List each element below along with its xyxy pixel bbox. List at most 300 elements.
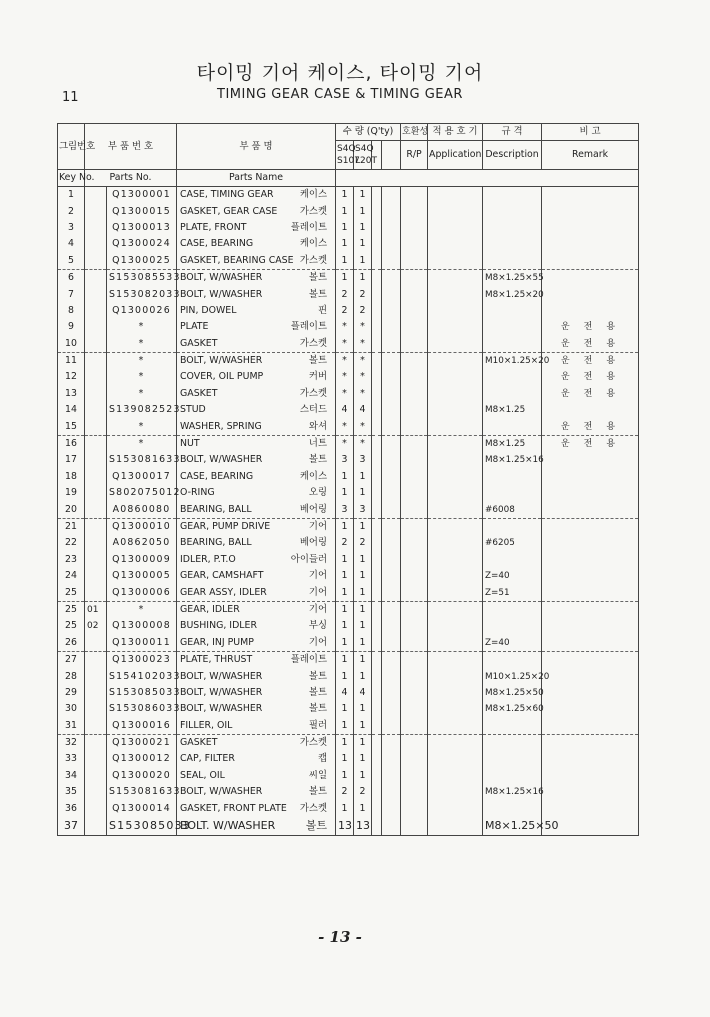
blank-col [372,668,382,684]
part-name-kr: 와셔 [308,420,328,432]
part-number: Q1300005 [107,568,177,584]
qty-s4q-s107: 1 [336,618,354,634]
qty-s4q-s107: * [336,435,354,452]
header-partno-en: Parts No. [85,170,177,187]
part-number: S153082033 [107,286,177,302]
qty-s4q-s107: 1 [336,253,354,270]
part-name-kr: 캡 [317,753,328,765]
qty-s4q-l20t: 13 [354,817,372,836]
sub-number [85,469,107,485]
part-name-kr: 아이들러 [290,553,328,565]
remark [542,768,639,784]
remark [542,518,639,535]
part-name-kr: 케이스 [299,470,328,482]
qty-s4q-s107: 1 [336,601,354,618]
blank-col [372,518,382,535]
key-number: 29 [58,685,85,701]
rp-cell [401,668,428,684]
table-row [58,618,639,634]
rp-cell [401,203,428,219]
table-row [58,319,639,335]
part-name [177,352,336,369]
application-cell [428,518,483,535]
application-cell [428,584,483,601]
part-name-kr: 커버 [308,371,328,383]
key-number: 33 [58,751,85,767]
part-name-kr: 케이스 [299,238,328,250]
rp-cell [401,635,428,652]
description: M8×1.25×60 [483,701,542,717]
remark [542,800,639,816]
application-cell [428,751,483,767]
part-name [177,668,336,684]
blank-col [382,817,401,836]
key-number: 26 [58,635,85,652]
qty-s4q-l20t: 1 [354,568,372,584]
qty-s4q-s107: 1 [336,203,354,219]
remark [542,584,639,601]
part-name-kr: 오링 [308,487,328,499]
qty-s4q-l20t: 1 [354,253,372,270]
description: M10×1.25×20 [483,668,542,684]
table-row [58,718,639,735]
part-name [177,236,336,252]
qty-s4q-l20t: * [354,336,372,353]
part-name-en: GASKET [180,737,218,749]
blank-col [382,768,401,784]
part-name [177,369,336,385]
description: Z=51 [483,584,542,601]
blank-col [372,601,382,618]
part-number: S153081633 [107,452,177,468]
remark [542,651,639,668]
part-name [177,768,336,784]
blank-col [382,187,401,204]
remark [542,469,639,485]
application-cell [428,187,483,204]
qty-s4q-l20t: 4 [354,685,372,701]
blank-col [382,568,401,584]
rp-cell [401,253,428,270]
application-cell [428,568,483,584]
part-name-en: BOLT, W/WASHER [180,686,263,698]
sub-number [85,286,107,302]
header-name-en: Parts Name [177,170,336,187]
qty-s4q-l20t: 1 [354,220,372,236]
part-number: * [107,369,177,385]
description [483,418,542,435]
part-name [177,800,336,816]
sub-number [85,303,107,319]
description: Z=40 [483,635,542,652]
qty-s4q-s107: * [336,369,354,385]
description: M10×1.25×20 [483,352,542,369]
sub-number [85,253,107,270]
sub-number [85,485,107,501]
remark [542,303,639,319]
part-name-en: CASE, BEARING [180,470,254,482]
key-number: 24 [58,568,85,584]
description [483,734,542,751]
blank-col [382,402,401,418]
qty-s4q-l20t: 2 [354,286,372,302]
application-cell [428,535,483,551]
description [483,651,542,668]
key-number: 34 [58,768,85,784]
application-cell [428,701,483,717]
qty-s4q-s107: 1 [336,751,354,767]
blank-col [382,535,401,551]
description [483,618,542,634]
part-name [177,386,336,402]
table-row [58,817,639,836]
qty-s4q-l20t: * [354,352,372,369]
part-name-en: WASHER, SPRING [180,420,262,432]
part-name-kr: 볼트 [305,818,328,832]
application-cell [428,601,483,618]
remark [542,618,639,634]
part-name [177,817,336,836]
application-cell [428,402,483,418]
qty-s4q-l20t: * [354,435,372,452]
rp-cell [401,685,428,701]
remark [542,751,639,767]
part-name-en: BUSHING, IDLER [180,620,257,632]
part-name-en: BOLT, W/WASHER [180,272,263,284]
part-name-kr: 기어 [308,636,328,648]
part-name-en: NUT [180,438,200,450]
qty-s4q-l20t: 1 [354,584,372,601]
part-number: A0860080 [107,501,177,518]
sub-number [85,734,107,751]
sub-number [85,651,107,668]
application-cell [428,635,483,652]
qty-s4q-l20t: 1 [354,601,372,618]
part-name-en: PIN, DOWEL [180,304,237,316]
part-name [177,269,336,286]
blank-col [382,220,401,236]
part-name [177,469,336,485]
part-number: Q1300010 [107,518,177,535]
blank-col [382,718,401,735]
part-name-kr: 볼트 [308,670,328,682]
description: M8×1.25×16 [483,784,542,800]
blank-col [382,685,401,701]
header-model-s4q-l20t: S4Q L20T [354,141,372,170]
table-row [58,469,639,485]
description: Z=40 [483,568,542,584]
qty-s4q-s107: 1 [336,187,354,204]
part-name-kr: 가스켓 [299,387,328,399]
rp-cell [401,402,428,418]
qty-s4q-s107: 1 [336,668,354,684]
header-remark-en: Remark [542,141,639,170]
sub-number [85,535,107,551]
sub-number [85,552,107,568]
sub-number [85,319,107,335]
part-name [177,552,336,568]
qty-s4q-s107: 1 [336,269,354,286]
rp-cell [401,452,428,468]
part-number: * [107,418,177,435]
part-name-kr: 가스켓 [299,802,328,814]
part-number: * [107,386,177,402]
table-row [58,352,639,369]
blank-col [382,734,401,751]
title-korean: 타이밍 기어 케이스, 타이밍 기어 [196,62,484,84]
part-name-kr: 핀 [317,304,328,316]
part-name-kr: 기어 [308,603,328,615]
qty-s4q-s107: 1 [336,236,354,252]
key-number: 28 [58,668,85,684]
key-number: 3 [58,220,85,236]
remark: 운전용 [542,369,639,385]
blank-col [372,584,382,601]
application-cell [428,269,483,286]
part-number: Q1300023 [107,651,177,668]
blank-col [382,435,401,452]
part-name [177,751,336,767]
blank-col [372,386,382,402]
blank-col [382,800,401,816]
blank-col [372,236,382,252]
part-name-en: CASE, TIMING GEAR [180,189,274,201]
remark [542,601,639,618]
part-number: Q1300014 [107,800,177,816]
blank-col [372,485,382,501]
sub-number [85,668,107,684]
table-row [58,784,639,800]
application-cell [428,668,483,684]
footer-page-number: - 13 - [318,928,362,946]
part-number: * [107,601,177,618]
qty-s4q-l20t: * [354,418,372,435]
rp-cell [401,220,428,236]
description [483,203,542,219]
remark [542,784,639,800]
blank-col [372,352,382,369]
part-name-en: BOLT, W/WASHER [180,288,263,300]
rp-cell [401,319,428,335]
qty-s4q-l20t: 1 [354,635,372,652]
key-number: 22 [58,535,85,551]
part-name-kr: 볼트 [308,272,328,284]
part-number: * [107,352,177,369]
header-key-kr: 그림번호 [58,124,85,170]
qty-s4q-s107: 13 [336,817,354,836]
qty-s4q-s107: * [336,319,354,335]
key-number: 2 [58,203,85,219]
qty-s4q-l20t: * [354,369,372,385]
qty-s4q-s107: 1 [336,552,354,568]
qty-s4q-s107: 1 [336,568,354,584]
remark: 운전용 [542,418,639,435]
qty-s4q-l20t: 1 [354,203,372,219]
part-name-en: BOLT, W/WASHER [180,786,263,798]
blank-col [372,800,382,816]
key-number: 12 [58,369,85,385]
blank-col [382,286,401,302]
qty-s4q-s107: 2 [336,286,354,302]
part-name-kr: 부싱 [308,620,328,632]
header-row-1 [58,124,639,141]
application-cell [428,286,483,302]
description: M8×1.25×50 [483,685,542,701]
sub-number [85,187,107,204]
qty-s4q-s107: 3 [336,501,354,518]
rp-cell [401,768,428,784]
blank-col [372,535,382,551]
header-rp-en: R/P [401,141,428,170]
sub-number [85,568,107,584]
qty-s4q-l20t: 1 [354,187,372,204]
description [483,601,542,618]
description: #6008 [483,501,542,518]
qty-s4q-l20t: 3 [354,452,372,468]
header-rp-kr: 호환성 [401,124,428,141]
part-name-en: BOLT, W/WASHER [180,355,263,367]
qty-s4q-l20t: * [354,319,372,335]
rp-cell [401,734,428,751]
remark: 운전용 [542,336,639,353]
part-number: Q1300012 [107,751,177,767]
description [483,253,542,270]
part-number: S139082523 [107,402,177,418]
blank-col [372,469,382,485]
blank-col [372,552,382,568]
application-cell [428,685,483,701]
part-name-en: GEAR, CAMSHAFT [180,570,264,582]
description [483,303,542,319]
table-row [58,386,639,402]
application-cell [428,800,483,816]
header-key-en: Key No. [58,170,85,187]
blank-col [372,319,382,335]
blank-col [372,568,382,584]
part-name-kr: 케이스 [299,189,328,201]
part-name-kr: 기어 [308,570,328,582]
application-cell [428,386,483,402]
rp-cell [401,418,428,435]
rp-cell [401,651,428,668]
sub-number [85,386,107,402]
part-name-kr: 씨일 [308,769,328,781]
part-name-en: PLATE [180,321,209,333]
key-number: 35 [58,784,85,800]
qty-s4q-l20t: 1 [354,269,372,286]
part-name-en: GEAR, PUMP DRIVE [180,521,271,532]
blank-col [372,751,382,767]
table-row [58,568,639,584]
header-qty: 수 량 (Q'ty) [336,124,401,141]
part-name-kr: 볼트 [308,454,328,466]
key-number: 23 [58,552,85,568]
blank-col [382,336,401,353]
remark [542,668,639,684]
blank-col [372,635,382,652]
part-name-kr: 기어 [308,521,328,532]
part-name-kr: 가스켓 [299,205,328,217]
remark: 운전용 [542,352,639,369]
key-number: 18 [58,469,85,485]
sub-number [85,336,107,353]
remark [542,718,639,735]
qty-s4q-l20t: 1 [354,718,372,735]
blank-col [382,386,401,402]
remark [542,685,639,701]
key-number: 13 [58,386,85,402]
part-name [177,286,336,302]
remark [542,269,639,286]
blank-col [382,352,401,369]
part-number: A0862050 [107,535,177,551]
blank-col [382,518,401,535]
qty-s4q-s107: 2 [336,535,354,551]
part-name-en: STUD [180,404,206,416]
blank-col [382,485,401,501]
parts-body [58,187,639,836]
sub-number [85,418,107,435]
header-app-kr: 적 용 호 기 [428,124,483,141]
sub-number [85,269,107,286]
rp-cell [401,469,428,485]
remark [542,203,639,219]
part-name [177,568,336,584]
part-name [177,784,336,800]
blank-col [372,651,382,668]
part-name-en: COVER, OIL PUMP [180,371,264,383]
part-name-en: BOLT, W/WASHER [180,703,263,715]
part-name-en: GASKET, GEAR CASE [180,205,278,217]
qty-s4q-s107: 1 [336,768,354,784]
application-cell [428,784,483,800]
blank-col [382,618,401,634]
part-name [177,203,336,219]
description [483,220,542,236]
part-name [177,618,336,634]
sub-number: 02 [85,618,107,634]
table-row [58,220,639,236]
key-number: 31 [58,718,85,735]
application-cell [428,220,483,236]
blank-col [372,768,382,784]
qty-s4q-s107: * [336,336,354,353]
blank-col [372,336,382,353]
part-name-en: O-RING [180,487,215,499]
part-name [177,220,336,236]
rp-cell [401,601,428,618]
remark [542,501,639,518]
table-row [58,203,639,219]
key-number: 30 [58,701,85,717]
part-name-en: GEAR, INJ PUMP [180,636,254,648]
part-name-kr: 볼트 [308,686,328,698]
qty-s4q-l20t: 1 [354,236,372,252]
rp-cell [401,784,428,800]
description [483,485,542,501]
remark [542,220,639,236]
rp-cell [401,535,428,551]
part-name [177,651,336,668]
part-name [177,718,336,735]
part-name-en: BOLT, W/WASHER [180,454,263,466]
qty-s4q-s107: 1 [336,800,354,816]
qty-s4q-s107: 2 [336,784,354,800]
application-cell [428,768,483,784]
header-model-s4q-s107: S4Q S107 [336,141,354,170]
rp-cell [401,369,428,385]
table-row [58,402,639,418]
